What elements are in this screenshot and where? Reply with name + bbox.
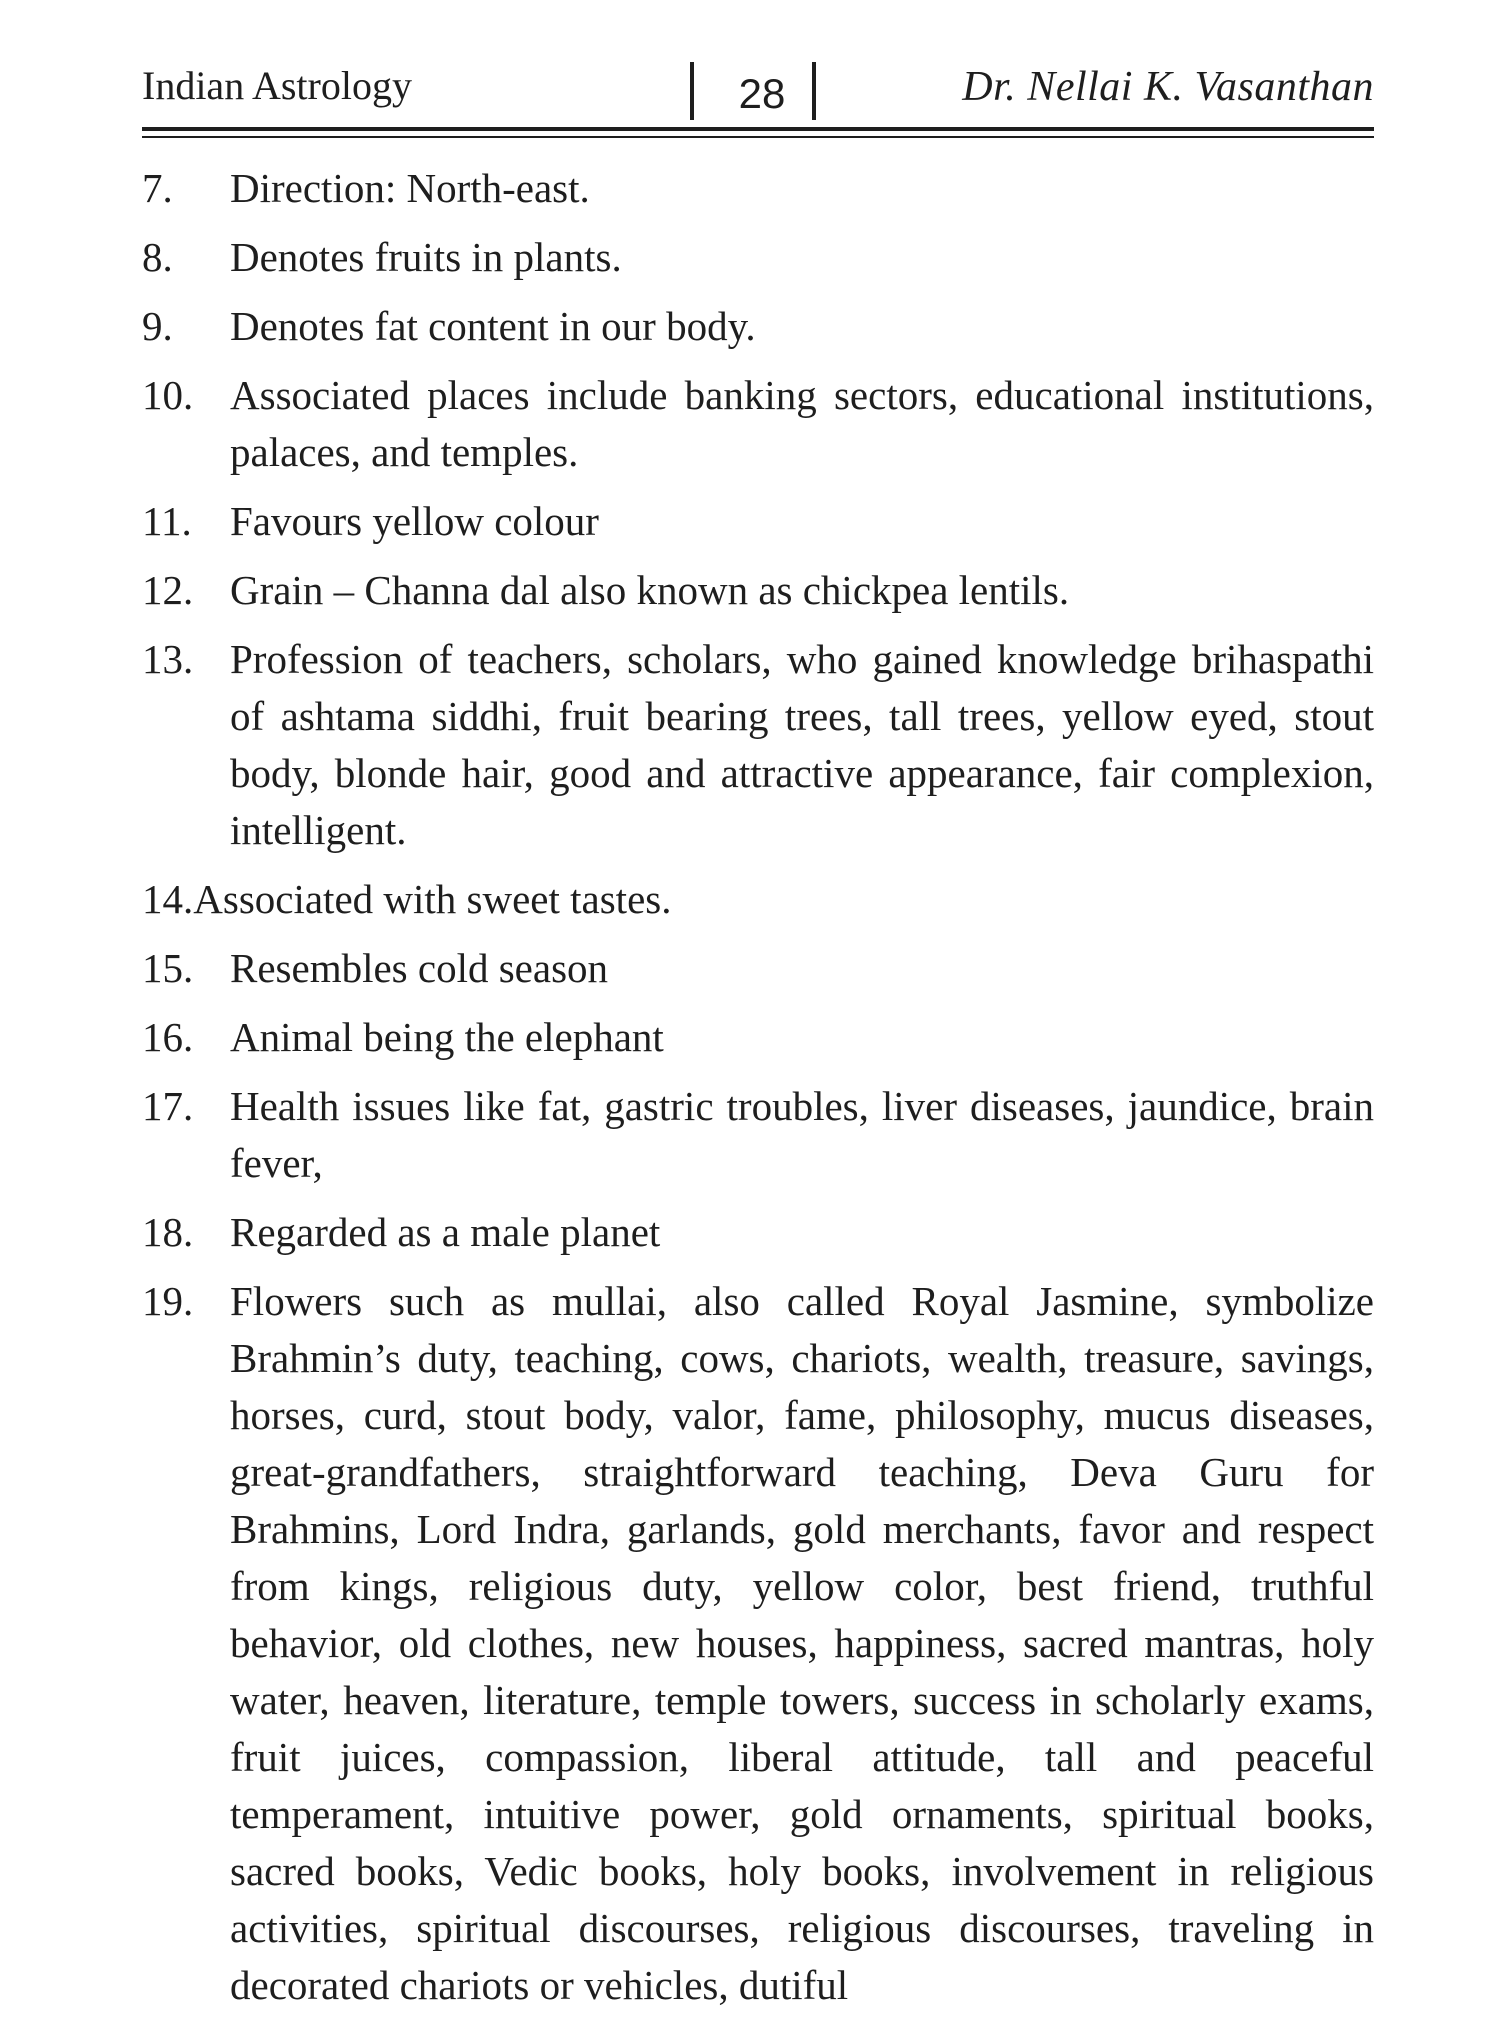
item-number: 13. — [142, 636, 194, 682]
author-name: Dr. Nellai K. Vasanthan — [962, 64, 1374, 110]
item-text: Associated with sweet tastes. — [193, 876, 672, 922]
list-item — [142, 631, 1374, 859]
list-item — [142, 160, 1374, 217]
item-text: Direction: North-east. — [230, 165, 590, 211]
list-item — [142, 1078, 1374, 1192]
item-text: Favours yellow colour — [230, 498, 599, 544]
list-item — [142, 229, 1374, 286]
item-text: Grain – Channa dal also known as chickpea lentils. — [230, 567, 1070, 613]
page-number: 28 — [738, 70, 786, 117]
item-text: Denotes fat content in our body. — [230, 303, 756, 349]
item-number: 8. — [142, 234, 173, 280]
list-item — [142, 298, 1374, 355]
item-number: 11. — [142, 498, 192, 544]
list-item — [142, 367, 1374, 481]
book-title: Indian Astrology — [142, 63, 412, 108]
list-item — [142, 493, 1374, 550]
item-number: 16. — [142, 1014, 194, 1060]
list-item — [142, 1009, 1374, 1066]
header-rule-thin — [142, 136, 1374, 138]
item-text: Health issues like fat, gastric troubles, liver diseases, jaundice, brain fever, — [230, 1083, 1374, 1186]
item-number: 9. — [142, 303, 173, 349]
item-text: Flowers such as mullai, also called Royal Jasmine, symbolize Brahmin’s duty, teaching, cows, chariots, wealth, treasure, savings, horses, curd, stout body, valor, fame, philosophy, mucus diseases, great-grandfathers, straightforward teaching, Deva Guru for Brahmins, Lord Indra, garlands, gold merchants, favor and respect from kings, religious duty, yellow color, best friend, truthful behavior, old clothes, new houses, happiness, sacred mantras, holy water, heaven, literature, temple towers, success in scholarly exams, fruit juices, compassion, liberal attitude, tall and peaceful temperament, intuitive power, gold ornaments, spiritual books, sacred books, Vedic books, holy books, involvement in religious activities, spiritual discourses, religious discourses, traveling in decorated chariots or vehicles, dutiful — [230, 1278, 1374, 2008]
item-text: Profession of teachers, scholars, who gained knowledge brihaspathi of ashtama siddhi, fruit bearing trees, tall trees, yellow eyed, stout body, blonde hair, good and attractive appearance, fair complexion, intelligent. — [230, 636, 1374, 853]
item-number: 14. — [142, 876, 194, 922]
list-item — [142, 940, 1374, 997]
item-text: Resembles cold season — [230, 945, 609, 991]
running-header — [142, 58, 1374, 128]
item-number: 19. — [142, 1278, 194, 1324]
item-number: 7. — [142, 165, 173, 211]
item-number: 12. — [142, 567, 194, 613]
item-text: Regarded as a male planet — [230, 1209, 661, 1255]
header-rule-thick — [142, 127, 1374, 131]
item-number: 15. — [142, 945, 194, 991]
item-text: Denotes fruits in plants. — [230, 234, 622, 280]
numbered-list — [142, 160, 1374, 2026]
item-number: 18. — [142, 1209, 194, 1255]
item-text: Associated places include banking sectors, educational institutions, palaces, and temples. — [230, 372, 1374, 475]
header-divider-right — [812, 62, 816, 120]
item-text: Animal being the elephant — [230, 1014, 664, 1060]
item-number: 10. — [142, 372, 194, 418]
list-item — [142, 562, 1374, 619]
item-number: 17. — [142, 1083, 194, 1129]
list-item — [142, 1204, 1374, 1261]
list-item — [142, 1273, 1374, 2014]
list-item — [142, 871, 1374, 928]
